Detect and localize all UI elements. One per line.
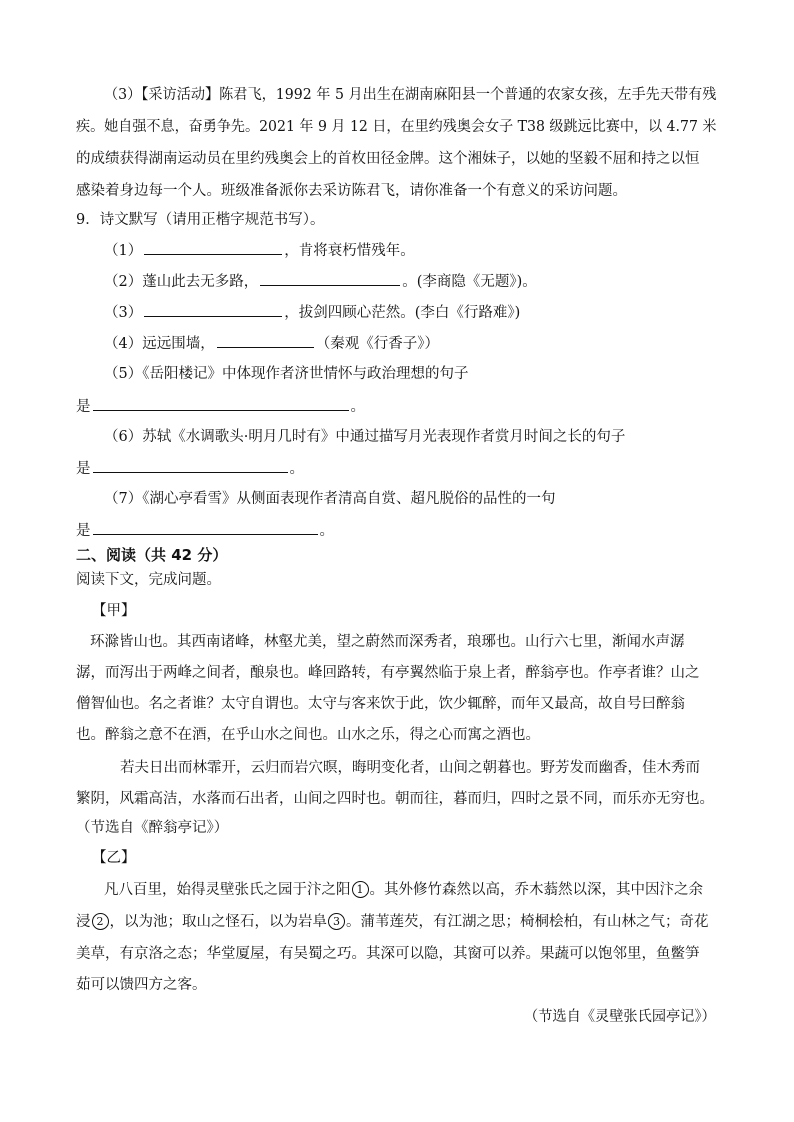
jia-p2-line-1: 若夫日出而林霏开，云归而岩穴暝，晦明变化者，山间之朝暮也。野芳发而幽香，佳木秀而	[120, 760, 700, 776]
q9-item-2	[104, 271, 537, 292]
answer-blank-2[interactable]	[260, 271, 400, 286]
answer-blank-5[interactable]	[93, 396, 349, 411]
q9-item-7-post: 。	[319, 523, 334, 539]
jia-p1-line-1: 环滁皆山也。其西南诸峰，林壑尤美，望之蔚然而深秀者，琅琊也。山行六七里，渐闻水声潺	[90, 634, 685, 650]
q9-item-1-pre: （1）	[104, 243, 143, 259]
q9-item-6-prompt: （6）苏轼《水调歌头·明月几时有》中通过描写月光表现作者赏月时间之长的句子	[104, 429, 626, 445]
q9-item-1	[104, 240, 415, 261]
q9-item-7-prompt: （7）《湖心亭看雪》从侧面表现作者清高自赏、超凡脱俗的品性的一句	[104, 491, 556, 507]
q8-3-line-2: 疾。她自强不息，奋勇争先。2021 年 9 月 12 日，在里约残奥会女子 T38 级跳远比赛中，以 4.77 米	[76, 119, 717, 135]
answer-blank-6[interactable]	[93, 458, 288, 473]
q9-item-4-post: （秦观《行香子》）	[315, 336, 439, 352]
jia-p1-line-2: 潺，而泻出于两峰之间者，酿泉也。峰回路转，有亭翼然临于泉上者，醉翁亭也。作亭者谁？山之	[76, 665, 700, 681]
jia-source: （节选自《醉翁亭记》）	[76, 820, 229, 836]
q9-item-2-pre: （2）蓬山此去无多路，	[104, 274, 259, 290]
answer-blank-3[interactable]	[144, 302, 282, 317]
answer-blank-1[interactable]	[144, 240, 282, 255]
yi-line-1	[104, 880, 703, 900]
answer-blank-7[interactable]	[93, 520, 318, 535]
jia-p2-line-2: 繁阴，风霜高洁，水落而石出者，山间之四时也。朝而往，暮而归，四时之景不同，而乐亦无穷也。	[76, 791, 714, 807]
yi-line-1-text-b: 。其外修竹森然以高，乔木蓊然以深，其中因汴之余	[369, 882, 703, 898]
yi-line-2	[76, 912, 709, 932]
jia-p1-line-4: 也。醉翁之意不在酒，在乎山水之间也。山水之乐，得之心而寓之酒也。	[76, 727, 540, 743]
q9-item-5-prompt: （5）《岳阳楼记》中体现作者济世情怀与政治理想的句子	[104, 366, 469, 382]
passage-jia-label: 【甲】	[92, 603, 136, 619]
q9-item-7-pre: 是	[76, 523, 91, 539]
annotation-mark-1: 1	[352, 881, 369, 898]
q9-item-5-answer	[76, 396, 365, 417]
yi-line-1-text-a: 凡八百里，始得灵壁张氏之园于汴之阳	[104, 882, 351, 898]
q9-item-2-post: 。(李商隐《无题》)。	[402, 274, 537, 290]
q9-item-4	[104, 333, 439, 354]
section-2-heading: 二、阅读（共 42 分）	[76, 546, 228, 564]
q9-item-3-pre: （3）	[104, 305, 143, 321]
yi-line-2-text-a: 浸	[76, 914, 91, 930]
q9-item-6-pre: 是	[76, 461, 91, 477]
q9-title: 9．诗文默写（请用正楷字规范书写）。	[76, 212, 325, 228]
yi-line-2-text-b: ，以为池；取山之怪石，以为岩阜	[109, 914, 327, 930]
q9-item-3-post: ，拔剑四顾心茫然。(李白《行路难》)	[284, 305, 521, 321]
answer-blank-4[interactable]	[217, 333, 314, 348]
yi-line-2-text-c: 。蒲苇莲芡，有江湖之思；椅桐桧柏，有山林之气；奇花	[346, 914, 709, 930]
q9-item-5-post: 。	[350, 399, 365, 415]
annotation-mark-2: 2	[92, 913, 109, 930]
q9-item-5-pre: 是	[76, 399, 91, 415]
q9-item-7-answer	[76, 520, 334, 541]
q8-3-line-3: 的成绩获得湖南运动员在里约残奥会上的首枚田径金牌。这个湘妹子，以她的坚毅不屈和持之以恒	[76, 151, 700, 167]
yi-source: （节选自《灵壁张氏园亭记》）	[524, 1009, 716, 1025]
yi-line-3: 美草，有京洛之态；华堂厦屋，有吴蜀之巧。其深可以隐，其窗可以养。果蔬可以饱邻里，鱼鳖笋	[76, 946, 700, 962]
yi-line-4: 茹可以馈四方之客。	[76, 977, 207, 993]
q9-item-3	[104, 302, 520, 323]
q9-item-1-post: ，肯将衰朽惜残年。	[284, 243, 415, 259]
jia-p1-line-3: 僧智仙也。名之者谁？太守自谓也。太守与客来饮于此，饮少辄醉，而年又最高，故自号曰醉翁	[76, 696, 685, 712]
q8-3-line-4: 感染着身边每一个人。班级准备派你去采访陈君飞，请你准备一个有意义的采访问题。	[76, 183, 627, 199]
q8-3-line-1: （3）【采访活动】陈君飞，1992 年 5 月出生在湖南麻阳县一个普通的农家女孩，左手先天带有残	[104, 87, 717, 103]
passage-yi-label: 【乙】	[92, 850, 136, 866]
section-2-instruction: 阅读下文，完成问题。	[76, 572, 221, 588]
q9-item-6-post: 。	[289, 461, 304, 477]
q9-item-6-answer	[76, 458, 304, 479]
q9-item-4-pre: （4）远远围墙，	[104, 336, 215, 352]
annotation-mark-3: 3	[328, 913, 345, 930]
